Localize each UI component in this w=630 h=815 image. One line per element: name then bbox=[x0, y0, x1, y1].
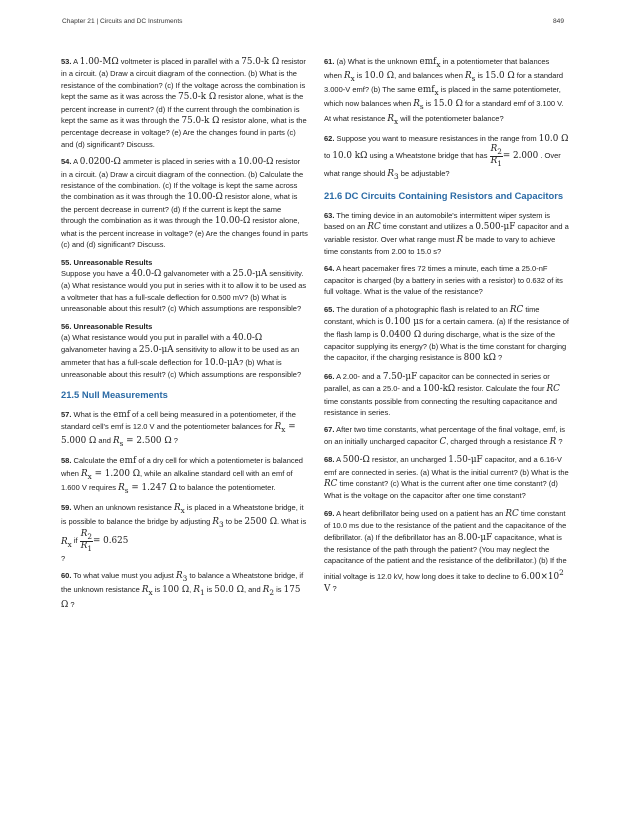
problem-58: 58. Calculate the emf of a dry cell for which a potentiometer is balanced when $R_x = 1.200$ Ω, while an alkaline standard cell with an emf of 1.600 V requires $R_s = 1.247$ Ω to balance the potentiometer. bbox=[61, 456, 303, 495]
problem-62: 62. Suppose you want to measure resistances in the range from 10.0 Ω to 10.0 kΩ using a Wheatstone bridge that has $\frac{R_2}{R_1}$ = 2.000 . Over what range should $R_3$ be adjustable? bbox=[324, 133, 569, 181]
problem-53: 53. A 1.00-MΩ voltmeter is placed in parallel with a 75.0-k Ω resistor in a circuit. (a) Draw a circuit diagram of the connection. (b) What is the resistance of the combination? (c) If the voltage across the combination is kept the same as it was across the 75.0-k Ω resistor alone, what is the percent increase in current? (d) If the current through the combination is kept the same as it was through the 75.0-k Ω resistor alone, what is the percentage decrease in voltage? (e) Are the changes found in parts (c) and (d) significant? Discuss. bbox=[61, 57, 307, 149]
problem-61: 61. (a) What is the unknown emf$_x$ in a potentiometer that balances when $R_x$ is 10.0 Ω, and balances when $R_s$ is 15.0 Ω for a standard 3.000-V emf? (b) The same emf$_x$ is placed in the same potentiometer, which now balances when $R_s$ is 15.0 Ω for a standard emf of 3.100 V. At what resistance $R_x$ will the potentiometer balance? bbox=[324, 57, 564, 126]
left-column bbox=[61, 56, 308, 617]
fraction-r2-r1: $\frac{R_2}{R_1}$ = 2.000 bbox=[490, 144, 539, 168]
section-heading-dc-circuits: 21.6 DC Circuits Containing Resistors and Capacitors bbox=[324, 189, 564, 201]
problem-64: 64. A heart pacemaker fires 72 times a minute, each time a 25.0-nF capacitor is charged (by a battery in series with a resistor) to 0.632 of its full voltage. What is the value of the resistance? bbox=[324, 264, 563, 297]
chapter-title: Chapter 21 | Circuits and DC Instruments bbox=[62, 18, 183, 25]
page-number: 849 bbox=[552, 18, 564, 25]
problem-55: 55. Unreasonable Results Suppose you have a 40.0-Ω galvanometer with a 25.0-μA sensitivity. (a) What resistance would you put in series with it to allow it to be used as a voltmeter that has a full-scale deflection for 0.500 mV? (b) What is unreasonable about this result? (c) Which assumptions are responsible? bbox=[61, 257, 307, 314]
fraction-r2-r1: $\frac{R_2}{R_1}$ = 0.625 bbox=[80, 529, 129, 553]
section-heading-null-measurements: 21.5 Null Measurements bbox=[61, 388, 168, 400]
problem-67: 67. After two time constants, what percentage of the final voltage, emf, is on an initially uncharged capacitor C, charged through a resistance R ? bbox=[324, 425, 565, 447]
problem-69: 69. A heart defibrillator being used on a patient has an RC time constant of 10.0 ms due to the resistance of the patient and the capacitance of the defibrillator. (a) If the defibrillator has an 8.00-μF capacitance, what is the resistance of the path through the patient? (You may neglect the capacitance of the patient and the resistance of the defibrillator.) (b) If the initial voltage is 12.0 kV, how long does it take to decline to $6.00\times 10^2$ V ? bbox=[324, 508, 567, 595]
problem-68: 68. A 500-Ω resistor, an uncharged 1.50-μF capacitor, and a 6.16-V emf are connected in series. (a) What is the initial current? (b) What is the RC time constant? (c) What is the current after one time constant? (d) What is the voltage on the capacitor after one time constant? bbox=[324, 455, 569, 501]
problem-65: 65. The duration of a photographic flash is related to an RC time constant, which is 0.100 μs for a certain camera. (a) If the resistance of the flash lamp is 0.0400 Ω during discharge, what is the size of the capacitor supplying its energy? (b) What is the time constant for charging the capacitor, if the charging resistance is 800 kΩ ? bbox=[324, 304, 570, 364]
problem-57: 57. What is the emf of a cell being measured in a potentiometer, if the standard cell's emf is 12.0 V and the potentiometer balances for $R_x = 5.000$ Ω and $R_s = 2.500$ Ω ? bbox=[61, 409, 296, 448]
problem-66: 66. A 2.00- and a 7.50-μF capacitor can be connected in series or parallel, as can a 25.0- and a 100-kΩ resistor. Calculate the four RC time constants possible from connecting the resulting capacitance and resistance in series. bbox=[324, 371, 560, 417]
problem-59: 59. When an unknown resistance $R_x$ is placed in a Wheatstone bridge, it is possible to balance the bridge by adjusting $R_3$ to be 2500 Ω. What is $R_x$ if $\frac{R_2}{R_1}$ = 0.625 ? bbox=[61, 503, 307, 563]
problem-63: 63. The timing device in an automobile's intermittent wiper system is based on an RC time constant and utilizes a 0.500-μF capacitor and a variable resistor. Over what range must R be made to vary to achieve time constants from 2.00 to 15.0 s? bbox=[324, 210, 569, 257]
right-column bbox=[324, 56, 569, 602]
problem-54: 54. A 0.0200-Ω ammeter is placed in series with a 10.00-Ω resistor in a circuit. (a) Draw a circuit diagram of the connection. (b) Calculate the resistance of the combination. (c) If the voltage is kept the same across the combination as it was through the 10.00-Ω resistor alone, what is the percent decrease in current? (d) If the current is kept the same through the combination as it was through the 10.00-Ω resistor alone, what is the percent increase in voltage? (e) Are the changes found in parts (c) and (d) significant? Discuss. bbox=[61, 157, 308, 250]
problem-60: 60. To what value must you adjust $R_3$ to balance a Wheatstone bridge, if the unknown resistance $R_x$ is 100 Ω, $R_1$ is 50.0 Ω, and $R_2$ is 175 Ω ? bbox=[61, 571, 304, 610]
problem-56: 56. Unreasonable Results (a) What resistance would you put in parallel with a 40.0-Ω galvanometer having a 25.0-μA sensitivity to allow it to be used as an ammeter that has a full-scale deflection for 10.0-μA? (b) What is unreasonable about this result? (c) Which assumptions are responsible? bbox=[61, 321, 302, 380]
